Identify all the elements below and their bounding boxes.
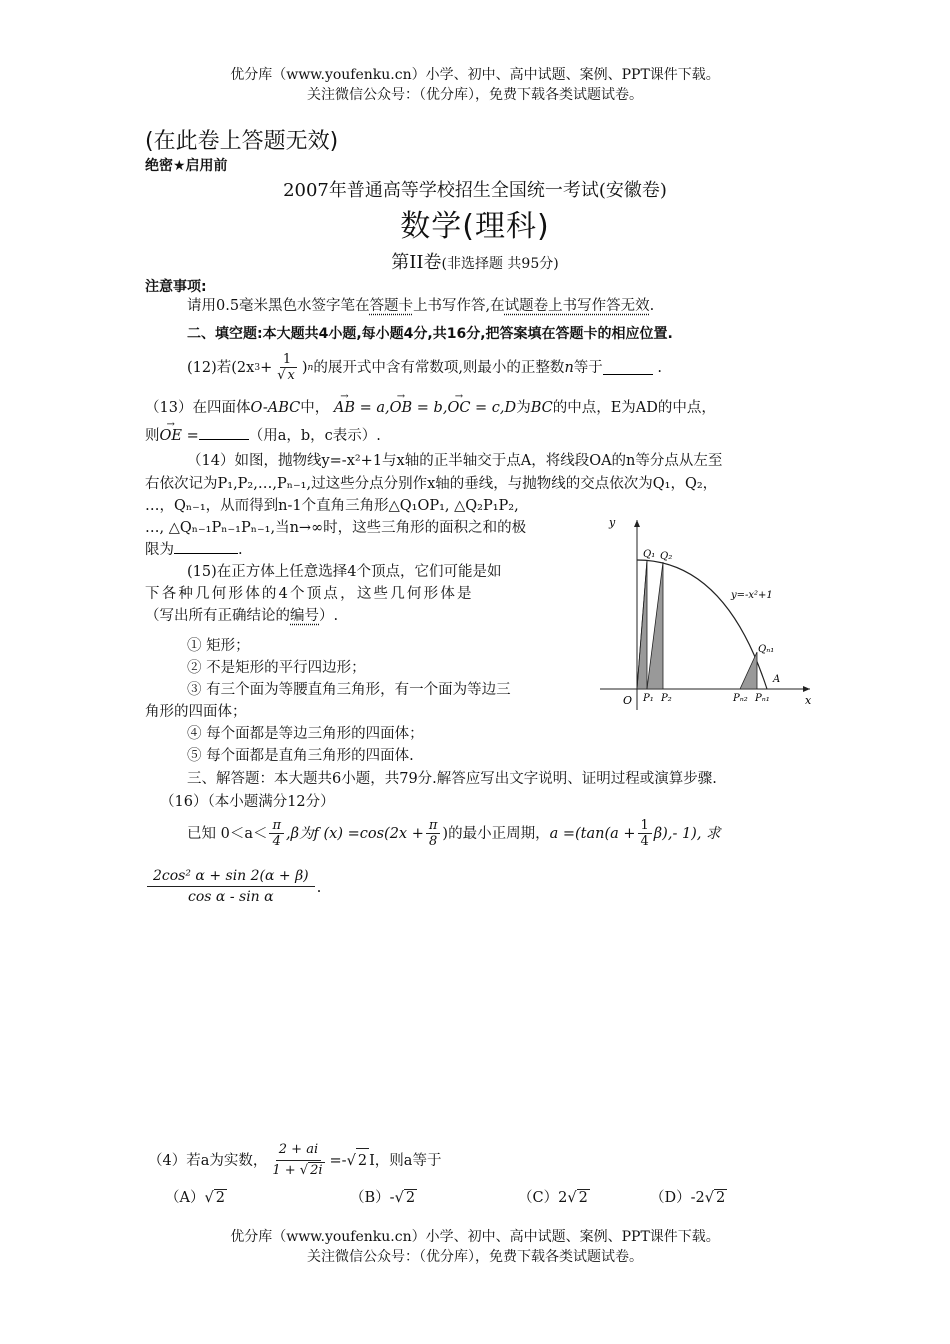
- q13-eqb: = b,: [416, 400, 448, 416]
- q12-fraction: $\frac{1}{√ x}$: [277, 352, 295, 383]
- volume-sub: (非选择题 共95分): [441, 256, 559, 272]
- x-axis-arrow: [803, 686, 810, 692]
- notice-b: 答题卡: [369, 298, 414, 314]
- q15-option-5: ⑤ 每个面都是直角三角形的四面体.: [187, 748, 414, 764]
- q4-option-a: （A）√ 2: [165, 1190, 225, 1206]
- q14-l5b: .: [238, 542, 243, 558]
- section-3-heading: 三、解答题：本大题共6小题，共79分.解答应写出文字说明、证明过程或演算步骤.: [187, 771, 717, 787]
- vector-ab: → AB: [334, 396, 355, 420]
- invalid-note: (在此卷上答题无效): [145, 129, 339, 154]
- p2-label: P₂: [661, 693, 672, 704]
- volume-main: 第II卷: [391, 252, 442, 273]
- answer-blank-12[interactable]: [603, 360, 653, 375]
- question-13-line-2: [145, 424, 381, 448]
- p1-label: P₁: [643, 693, 654, 704]
- y-label: y: [609, 516, 616, 529]
- q16-c: )的最小正周期，: [442, 825, 550, 842]
- triangle-qn1-pn2-pn1: [740, 652, 757, 689]
- q12-plus: +: [260, 359, 273, 376]
- q12-a: (12)若(2x: [187, 359, 255, 376]
- vector-oe: → OE: [160, 424, 182, 448]
- q4-option-b: （B）-√ 2: [350, 1190, 416, 1206]
- q13-a: （13）在四面体: [145, 400, 251, 416]
- q15-l3b: 编号: [290, 608, 319, 624]
- q1-label: Q₁: [643, 549, 656, 560]
- q16-end: .: [316, 877, 322, 896]
- q4-option-c: （C）2√ 2: [518, 1190, 588, 1206]
- q13-d: D: [504, 400, 517, 416]
- footer-line-2: 关注微信公众号：（优分库），免费下载各类试题试卷。: [307, 1249, 643, 1265]
- q4-b: =-: [329, 1152, 347, 1169]
- q14-line-1: （14）如图，抛物线y=-x²+1与x轴的正半轴交于点A，将线段OA的n等分点从左至: [187, 453, 723, 469]
- q12-b: ): [301, 359, 308, 376]
- q16-pi-over-4: $\frac{\pi}{4}$: [269, 818, 284, 849]
- q4-option-d: （D）-2√ 2: [650, 1190, 726, 1206]
- q15-option-2: ② 不是矩形的平行四边形；: [187, 660, 366, 676]
- y-axis-arrow: [634, 520, 640, 527]
- q15-l3a: （写出所有正确结论的: [145, 608, 290, 624]
- q16-d: a =(tan(a +: [549, 825, 636, 842]
- q15-line-3: [145, 604, 338, 628]
- header-line-1: 优分库（www.youfenku.cn）小学、初中、高中试题、案例、PPT课件下载。: [230, 67, 720, 83]
- subject-title: 数学(理科): [400, 209, 550, 244]
- q14-line-5: [145, 538, 243, 562]
- q12-d: 等于: [573, 359, 603, 376]
- qn1-label: Qₙ₁: [758, 644, 775, 655]
- header-line-2: 关注微信公众号：（优分库），免费下载各类试题试卷。: [307, 87, 643, 103]
- q4-a: （4）若a为实数，: [148, 1152, 268, 1169]
- q15-option-3-cont: 角形的四面体；: [145, 704, 247, 720]
- q14-line-3: …，Qₙ₋₁，从而得到n-1个直角三角形△Q₁OP₁, △Q₂P₁P₂,: [145, 498, 519, 514]
- q16-one-quarter: $\frac{1}{4}$: [638, 818, 652, 849]
- q13-oabc: O-ABC: [250, 400, 301, 416]
- q15-option-1: ① 矩形；: [187, 638, 250, 654]
- question-4: （4）若a为实数， $\frac{2 + ai}{1 + √ 2i}$ =- √ 2 I，则a等于: [148, 1140, 441, 1181]
- q14-line-2: 右依次记为P₁,P₂,…,Pₙ₋₁,过这些分点分别作x轴的垂线，与抛物线的交点依次为Q₁，Q₂，: [145, 476, 718, 492]
- q15-option-3: ③ 有三个面为等腰直角三角形，有一个面为等边三: [187, 682, 511, 698]
- q16-pi-over-8: $\frac{\pi}{8}$: [426, 818, 441, 849]
- q16-a: 已知 0＜a＜: [187, 825, 268, 842]
- volume-title: [0, 248, 950, 274]
- notice-d: 试题卷上书写作答无效: [504, 298, 650, 314]
- q14-l5a: 限为: [145, 542, 174, 558]
- q4-fraction: $\frac{2 + ai}{1 + √ 2i}$: [272, 1142, 323, 1178]
- curve-label: y=-x²+1: [731, 590, 773, 601]
- a-label: A: [773, 674, 781, 685]
- q12-supn: n: [307, 362, 314, 373]
- q16-b: ,β为f (x) =cos(2x +: [286, 825, 424, 842]
- q14-line-4: …, △Qₙ₋₁Pₙ₋₁Pₙ₋₁,当n→∞时，这些三角形的面积之和的极: [145, 520, 527, 536]
- q12-sup: 3: [254, 362, 261, 373]
- notice-text: [187, 294, 654, 318]
- pn1-label: Pₙ₁: [755, 693, 770, 704]
- q13-h: =: [186, 428, 199, 444]
- q13-bc: BC: [530, 400, 553, 416]
- q15-line-2: 下各种几何形体的4个顶点，这些几何形体是: [145, 586, 474, 602]
- q16-main-fraction: $\frac{\text{2cos² α + sin 2(α + β)}}{\text{cos α - sin α}}$: [147, 866, 315, 907]
- q13-g: 则: [145, 428, 160, 444]
- pn2-label: Pₙ₂: [733, 693, 748, 704]
- q4-c: I，则a等于: [369, 1152, 442, 1169]
- exam-title: 2007年普通高等学校招生全国统一考试(安徽卷): [283, 180, 667, 201]
- q12-c: 的展开式中含有常数项,则最小的正整数: [313, 359, 565, 376]
- q15-option-4: ④ 每个面都是等边三角形的四面体；: [187, 726, 424, 742]
- q12-n: n: [564, 359, 574, 376]
- notice-heading: 注意事项:: [145, 279, 207, 295]
- notice-a: 请用0.5毫米黑色水签字笔在: [187, 298, 370, 314]
- footer-line-1: 优分库（www.youfenku.cn）小学、初中、高中试题、案例、PPT课件下载。: [230, 1229, 720, 1245]
- answer-blank-13[interactable]: [199, 425, 249, 440]
- section-2-heading: 二、填空题:本大题共4小题,每小题4分,共16分,把答案填在答题卡的相应位置.: [187, 326, 673, 342]
- origin-label: O: [623, 694, 633, 707]
- q15-line-1: (15)在正方体上任意选择4个顶点，它们可能是如: [187, 564, 502, 580]
- q13-eqa: = a,: [359, 400, 390, 416]
- parabola-figure: [595, 512, 820, 712]
- q13-f: 的中点，E为AD的中点，: [552, 400, 716, 416]
- q13-e: 为: [516, 400, 531, 416]
- q16-heading: （16）（本小题满分12分）: [160, 794, 335, 810]
- triangle-q2-p1-p2: [647, 562, 663, 689]
- secret-label: 绝密★启用前: [145, 158, 228, 174]
- q16-e: β),- 1), 求: [653, 825, 721, 842]
- q13-i: （用a，b，c表示）.: [248, 428, 381, 444]
- q13-eqc: = c,: [475, 400, 505, 416]
- q12-e: .: [657, 359, 662, 376]
- x-label: x: [805, 694, 812, 707]
- question-13-line-1: [145, 396, 716, 420]
- notice-c: 上书写作答,在: [413, 298, 505, 314]
- q13-b: 中，: [300, 400, 330, 416]
- q2-label: Q₂: [660, 551, 673, 562]
- q15-l3c: ）.: [319, 608, 339, 624]
- q16-statement: [187, 818, 721, 849]
- q16-expression: [145, 866, 321, 907]
- question-12: [187, 352, 662, 383]
- notice-e: .: [649, 298, 655, 314]
- vector-ob: → OB: [390, 396, 413, 420]
- q4-two: 2: [356, 1148, 369, 1173]
- answer-blank-14[interactable]: [174, 539, 238, 554]
- vector-oc: → OC: [447, 396, 470, 420]
